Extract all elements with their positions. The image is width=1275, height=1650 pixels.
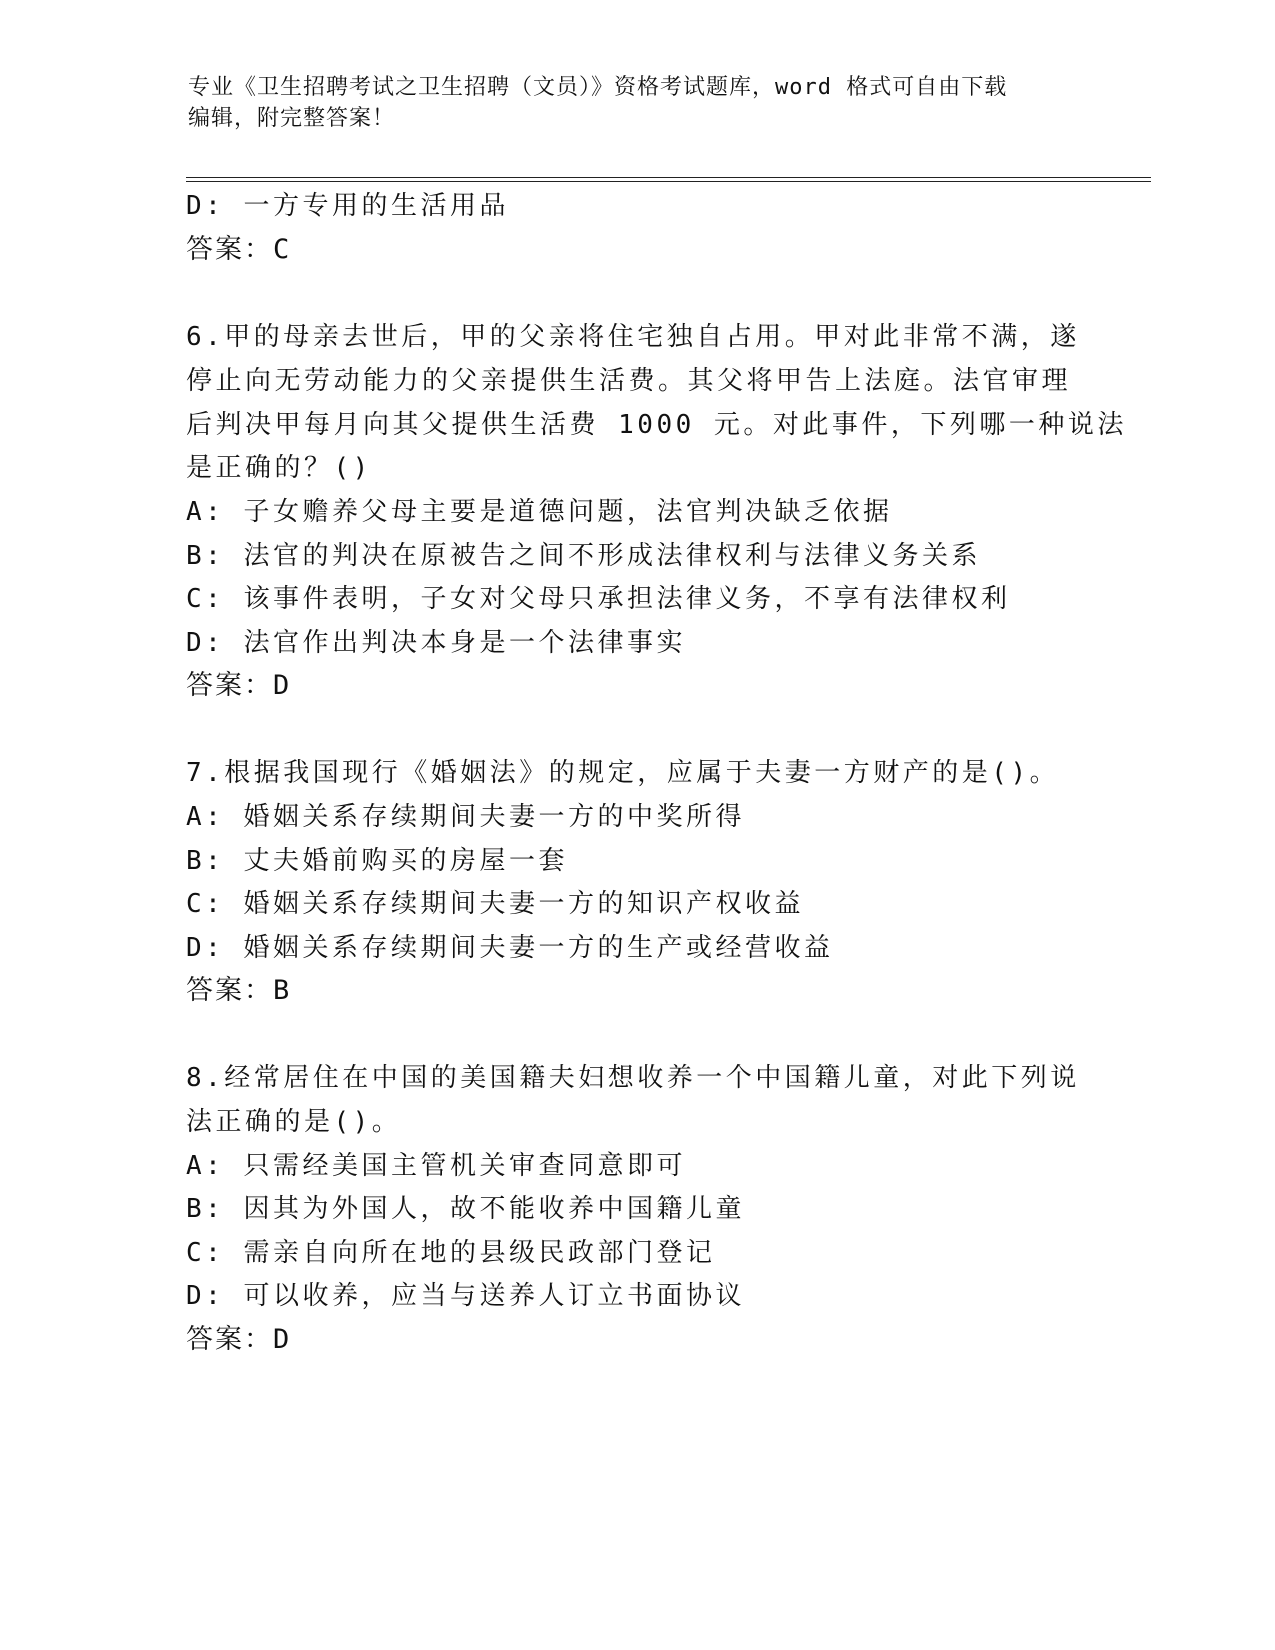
q8-option-a: A: 只需经美国主管机关审查同意即可 bbox=[186, 1151, 686, 1181]
q6-option-d: D: 法官作出判决本身是一个法律事实 bbox=[186, 628, 686, 658]
q6-stem-line-4: 是正确的？() bbox=[186, 453, 372, 483]
q6-stem-line-2: 停止向无劳动能力的父亲提供生活费。其父将甲告上法庭。法官审理 bbox=[186, 366, 1072, 396]
answer-value: D bbox=[273, 1324, 290, 1355]
q6-option-b: B: 法官的判决在原被告之间不形成法律权利与法律义务关系 bbox=[186, 541, 981, 571]
answer-label: 答案： bbox=[186, 234, 273, 265]
answer-value: B bbox=[273, 975, 290, 1006]
q7-option-c: C: 婚姻关系存续期间夫妻一方的知识产权收益 bbox=[186, 889, 804, 919]
answer-value: C bbox=[273, 234, 290, 265]
q6-answer bbox=[186, 670, 289, 702]
document-header bbox=[188, 72, 1088, 134]
header-divider-bottom bbox=[186, 181, 1151, 182]
prev-option-d: D: 一方专用的生活用品 bbox=[186, 191, 509, 221]
prev-answer bbox=[186, 234, 289, 266]
q8-option-d: D: 可以收养，应当与送养人订立书面协议 bbox=[186, 1281, 745, 1311]
q8-stem-line-2: 法正确的是()。 bbox=[186, 1107, 402, 1137]
header-line-2: 编辑，附完整答案！ bbox=[188, 106, 396, 131]
q6-stem-line-3: 后判决甲每月向其父提供生活费 1000 元。对此事件，下列哪一种说法 bbox=[186, 410, 1127, 440]
answer-value: D bbox=[273, 670, 290, 701]
q7-option-b: B: 丈夫婚前购买的房屋一套 bbox=[186, 846, 568, 876]
q6-option-c: C: 该事件表明，子女对父母只承担法律义务，不享有法律权利 bbox=[186, 584, 1011, 614]
header-divider-top bbox=[186, 177, 1151, 178]
q8-option-c: C: 需亲自向所在地的县级民政部门登记 bbox=[186, 1238, 716, 1268]
q6-stem-line-1: 6.甲的母亲去世后，甲的父亲将住宅独自占用。甲对此非常不满，遂 bbox=[186, 322, 1080, 352]
q7-answer bbox=[186, 975, 289, 1007]
q7-option-d: D: 婚姻关系存续期间夫妻一方的生产或经营收益 bbox=[186, 933, 834, 963]
q8-answer bbox=[186, 1324, 289, 1356]
answer-label: 答案： bbox=[186, 670, 273, 701]
answer-label: 答案： bbox=[186, 975, 273, 1006]
header-line-1: 专业《卫生招聘考试之卫生招聘（文员）》资格考试题库，word 格式可自由下载 bbox=[188, 75, 1008, 100]
q8-option-b: B: 因其为外国人，故不能收养中国籍儿童 bbox=[186, 1194, 745, 1224]
q7-stem-line-1: 7.根据我国现行《婚姻法》的规定，应属于夫妻一方财产的是()。 bbox=[186, 758, 1060, 788]
answer-label: 答案： bbox=[186, 1324, 273, 1355]
q8-stem-line-1: 8.经常居住在中国的美国籍夫妇想收养一个中国籍儿童，对此下列说 bbox=[186, 1063, 1080, 1093]
q7-option-a: A: 婚姻关系存续期间夫妻一方的中奖所得 bbox=[186, 802, 745, 832]
q6-option-a: A: 子女赡养父母主要是道德问题，法官判决缺乏依据 bbox=[186, 497, 893, 527]
